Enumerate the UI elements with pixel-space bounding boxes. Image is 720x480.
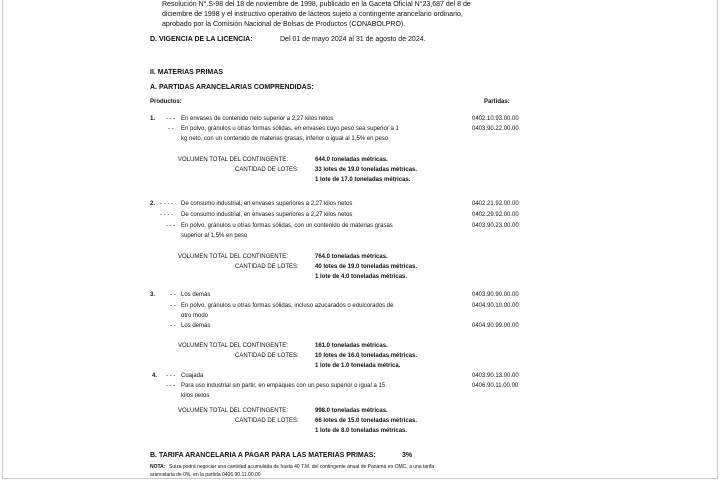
- item-description: En polvo, gránulos u otras formas sólidas, con un contenido de materias grasas: [181, 223, 393, 229]
- item-description: Para uso industrial sin partir, en empaques con un peso superior o igual a 15: [181, 383, 386, 389]
- item-description-cont: superior al 1,5% en peso: [181, 233, 248, 239]
- volume-label: VOLUMEN TOTAL DEL CONTINGENTE:: [178, 408, 288, 414]
- volume-value: 764.0 toneladas métricas.: [315, 254, 388, 260]
- item-dash: - -: [170, 303, 176, 309]
- item-description: En envases de contenido neto superior a 2,27 kilos netos: [181, 116, 334, 122]
- lots-value: 10 lotes de 16.0 toneladas métricas.: [315, 353, 418, 359]
- lots-value: 66 lotes de 15.0 toneladas métricas.: [315, 418, 418, 424]
- vigencia-value: Del 01 de mayo 2024 al 31 de agosto de 2024.: [280, 36, 426, 43]
- item-dash: - - - -: [160, 201, 173, 207]
- lots-label: CANTIDAD DE LOTES:: [235, 264, 299, 270]
- volume-label: VOLUMEN TOTAL DEL CONTINGENTE:: [178, 157, 288, 163]
- item-description: Los demás: [181, 323, 211, 329]
- lots-value: 33 lotes de 19.0 toneladas métricas.: [315, 167, 418, 173]
- item-dash: - -: [170, 323, 176, 329]
- lots-label: CANTIDAD DE LOTES:: [235, 167, 299, 173]
- item-code: 0403.90.90.00.00: [472, 292, 519, 298]
- lots-value: 1 lote de 4.0 toneladas métricas.: [315, 274, 408, 280]
- item-code: 0402.10.93.00.00: [472, 116, 519, 122]
- group-number: 3.: [150, 292, 156, 298]
- item-description-cont: otro modo: [181, 313, 209, 319]
- lots-value: 1 lote de 8.0 toneladas métricas.: [315, 428, 408, 434]
- item-dash: - - -: [166, 383, 176, 389]
- item-code: 0404.90.10.00.00: [472, 303, 519, 309]
- item-description-cont: kilos netos: [181, 393, 210, 399]
- item-code: 0403.90.23.00.00: [472, 223, 519, 229]
- group-number: 1.: [150, 116, 156, 122]
- volume-value: 161.0 toneladas métricas.: [315, 343, 388, 349]
- item-description: En polvo, gránulos u otras formas sólidas, incluso azucarados o edulcorados de: [181, 303, 394, 309]
- item-description-cont: kg neto, con un contenido de materias grasas, inferior o igual al 1,5% en peso: [181, 136, 389, 142]
- group-number: 4.: [152, 373, 158, 379]
- nota-label: NOTA:: [150, 464, 166, 470]
- group-number: 2.: [150, 201, 156, 207]
- item-code: 0404.90.99.00.00: [472, 323, 519, 329]
- item-dash: - - -: [166, 373, 176, 379]
- volume-value: 644.0 toneladas métricas.: [315, 157, 388, 163]
- section-ii-heading: II. MATERIAS PRIMAS: [150, 69, 223, 76]
- nota-line-1: Suiza podrá negociar una cantidad acumulada de hasta 40 T.M. del contingente anual de Panamá en OMC, a una tarifa: [169, 464, 435, 470]
- item-code: 0403.90.22.00.00: [472, 126, 519, 132]
- item-code: 0403.90.13.00.00: [472, 373, 519, 379]
- nota-line-2: arancelaria de 0%, en la partida 0406.90.11.00.00: [150, 472, 261, 478]
- column-productos: Productos:: [150, 99, 182, 105]
- item-code: 0406.90.11.00.00: [472, 383, 519, 389]
- lots-value: 1 lote de 1.0 tonelada métrica.: [315, 363, 401, 369]
- tarifa-label: B. TARIFA ARANCELARIA A PAGAR PARA LAS MATERIAS PRIMAS:: [150, 452, 376, 459]
- volume-value: 998.0 toneladas métricas.: [315, 408, 388, 414]
- item-code: 0402.29.92.00.00: [472, 212, 519, 218]
- vigencia-label: D. VIGENCIA DE LA LICENCIA:: [150, 36, 253, 43]
- column-partidas: Partidas:: [484, 99, 510, 105]
- intro-line-1: Resolución N°.S-98 del 18 de noviembre de 1998, publicado en la Gaceta Oficial N°23,687 del 8 de: [162, 1, 471, 8]
- lots-value: 1 lote de 17.0 toneladas métricas.: [315, 177, 411, 183]
- lots-value: 40 lotes de 19.0 toneladas métricas.: [315, 264, 418, 270]
- volume-label: VOLUMEN TOTAL DEL CONTINGENTE:: [178, 254, 288, 260]
- intro-line-2: diciembre de 1998 y el instructivo operativo de lácteos sujeto a contingente arancelario ordinario,: [162, 11, 463, 18]
- section-a-heading: A. PARTIDAS ARANCELARIAS COMPRENDIDAS:: [150, 84, 314, 91]
- item-dash: - - - -: [160, 212, 173, 218]
- lots-label: CANTIDAD DE LOTES:: [235, 353, 299, 359]
- item-description: Los demás: [181, 292, 211, 298]
- intro-line-3: aprobado por la Comisión Nacional de Bolsas de Productos (CONABOLPRO).: [162, 21, 406, 28]
- item-code: 0402.21.92.00.00: [472, 201, 519, 207]
- item-dash: - -: [168, 126, 174, 132]
- item-dash: - - -: [166, 116, 176, 122]
- item-description: De consumo industrial, en envases superiores a 2,27 kilos netos: [181, 201, 353, 207]
- item-description: En polvo, gránulos u otras formas sólidas, en envases cuyo peso sea superior a 1: [181, 126, 399, 132]
- tarifa-value: 3%: [402, 452, 413, 459]
- item-dash: - - -: [166, 223, 176, 229]
- volume-label: VOLUMEN TOTAL DEL CONTINGENTE:: [178, 343, 288, 349]
- item-description: Cuajada: [181, 373, 204, 379]
- lots-label: CANTIDAD DE LOTES:: [235, 418, 299, 424]
- item-dash: - -: [170, 292, 176, 298]
- item-description: De consumo industrial, en envases superiores a 2,27 kilos netos: [181, 212, 353, 218]
